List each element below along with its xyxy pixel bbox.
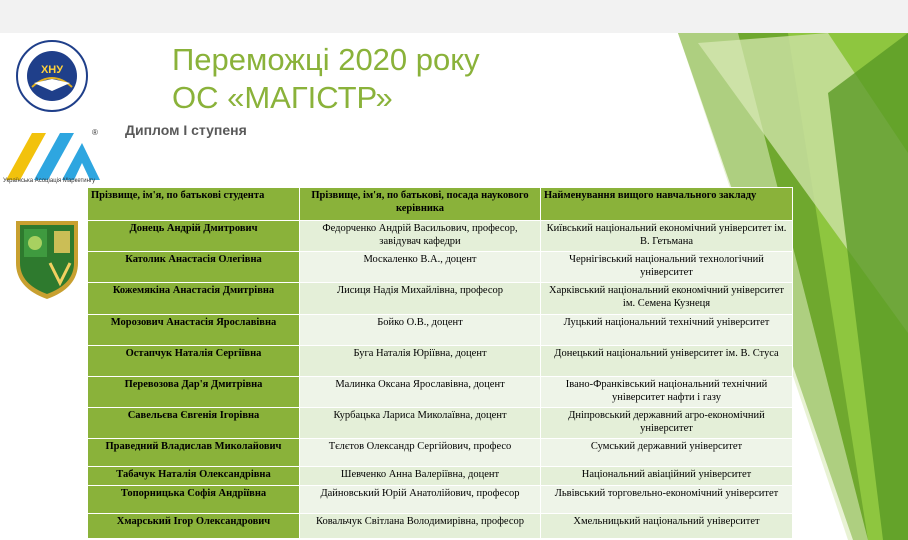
student-name-cell: Донець Андрій Дмитрович — [88, 221, 300, 252]
page-title — [172, 41, 480, 117]
diploma-subtitle: Диплом І ступеня — [125, 122, 247, 138]
marketing-association-caption: Українська Асоціація Маркетингу — [3, 178, 96, 184]
supervisor-cell: Шевченко Анна Валеріївна, доцент — [300, 467, 541, 486]
supervisor-cell: Тєлєтов Олександр Сергійович, професо — [300, 439, 541, 467]
header-supervisor: Прізвище, ім'я, по батькові, посада наукового керівника — [300, 188, 541, 221]
institution-cell: Сумський державний університет — [541, 439, 793, 467]
shield-emblem — [10, 213, 84, 301]
winners-table — [87, 187, 793, 539]
institution-cell: Київський національний економічний університет ім. В. Гетьмана — [541, 221, 793, 252]
supervisor-cell: Дайновський Юрій Анатолійович, професор — [300, 486, 541, 514]
table-row — [88, 346, 793, 377]
institution-cell: Чернігівський національний технологічний університет — [541, 252, 793, 283]
table-row — [88, 514, 793, 539]
student-name-cell: Хмарський Ігор Олександрович — [88, 514, 300, 539]
header-student: Прізвище, ім'я, по батькові студента — [88, 188, 300, 221]
institution-cell: Харківський національний економічний університет ім. Семена Кузнеця — [541, 283, 793, 315]
table-row — [88, 283, 793, 315]
university-logo — [14, 39, 90, 113]
student-name-cell: Савельєва Євгенія Ігорівна — [88, 408, 300, 439]
institution-cell: Хмельницький національний університет — [541, 514, 793, 539]
slide — [0, 33, 908, 540]
table-row — [88, 439, 793, 467]
registered-mark: ® — [92, 128, 98, 137]
supervisor-cell: Курбацька Лариса Миколаївна, доцент — [300, 408, 541, 439]
institution-cell: Луцький національний технічний університет — [541, 315, 793, 346]
table-body — [88, 221, 793, 539]
table-row — [88, 315, 793, 346]
table-row — [88, 252, 793, 283]
student-name-cell: Католик Анастасія Олегівна — [88, 252, 300, 283]
supervisor-cell: Малинка Оксана Ярославівна, доцент — [300, 377, 541, 408]
table-row — [88, 408, 793, 439]
table-row — [88, 377, 793, 408]
table-header-row — [88, 188, 793, 221]
university-logo-text: ХНУ — [40, 64, 64, 76]
supervisor-cell: Бойко О.В., доцент — [300, 315, 541, 346]
institution-cell: Львівський торговельно-економічний університет — [541, 486, 793, 514]
institution-cell: Донецький національний університет ім. В. Стуса — [541, 346, 793, 377]
supervisor-cell: Буга Наталія Юріївна, доцент — [300, 346, 541, 377]
student-name-cell: Морозович Анастасія Ярославівна — [88, 315, 300, 346]
header-institution: Найменування вищого навчального закладу — [541, 188, 793, 221]
title-line-1: Переможці 2020 року — [172, 42, 480, 77]
supervisor-cell: Ковальчук Світлана Володимирівна, професор — [300, 514, 541, 539]
supervisor-cell: Федорченко Андрій Васильович, професор, завідувач кафедри — [300, 221, 541, 252]
institution-cell: Національний авіаційний університет — [541, 467, 793, 486]
student-name-cell: Табачук Наталія Олександрівна — [88, 467, 300, 486]
supervisor-cell: Москаленко В.А., доцент — [300, 252, 541, 283]
table-row — [88, 486, 793, 514]
title-line-2: ОС «МАГІСТР» — [172, 80, 393, 115]
supervisor-cell: Лисиця Надія Михайлівна, професор — [300, 283, 541, 315]
student-name-cell: Кожемякіна Анастасія Дмитрівна — [88, 283, 300, 315]
student-name-cell: Перевозова Дар'я Дмитрівна — [88, 377, 300, 408]
student-name-cell: Топорницька Софія Андріївна — [88, 486, 300, 514]
student-name-cell: Праведний Владислав Миколайович — [88, 439, 300, 467]
institution-cell: Дніпровський державний агро-економічний університет — [541, 408, 793, 439]
table-row — [88, 467, 793, 486]
marketing-association-logo — [4, 125, 102, 185]
institution-cell: Івано-Франківський національний технічний університет нафти і газу — [541, 377, 793, 408]
table-row — [88, 221, 793, 252]
student-name-cell: Остапчук Наталія Сергіївна — [88, 346, 300, 377]
